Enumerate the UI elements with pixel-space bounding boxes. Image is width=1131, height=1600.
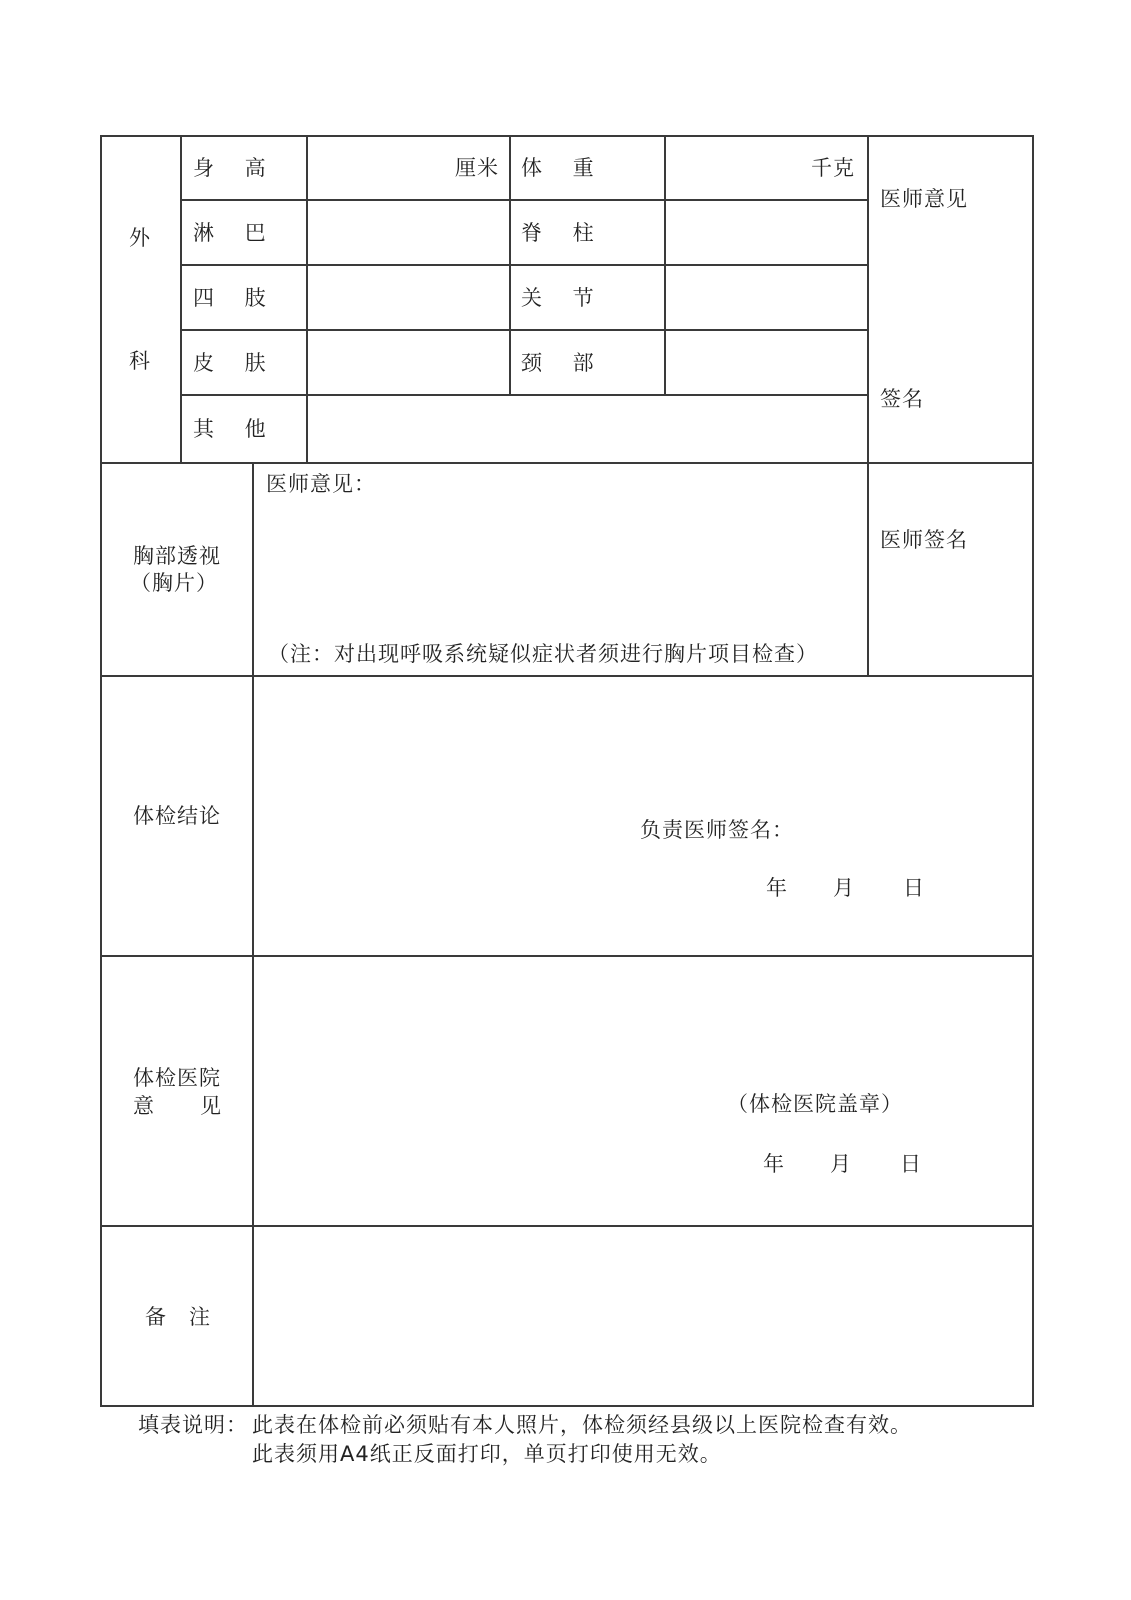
conclusion-label: 体检结论 <box>133 804 221 828</box>
conclusion-day: 日 <box>903 876 925 900</box>
lymph-label: 淋 巴 <box>193 221 278 245</box>
surgery-label-bottom: 科 <box>129 349 151 373</box>
hospital-opinion-field[interactable] <box>260 965 1020 1075</box>
hospital-label-line2-b: 见 <box>200 1094 222 1118</box>
chest-opinion-label: 医师意见： <box>266 472 376 496</box>
conclusion-field[interactable] <box>260 685 1020 805</box>
instructions-line2: 此表须用A4纸正反面打印，单页打印使用无效。 <box>252 1442 722 1466</box>
skin-field[interactable] <box>308 331 507 393</box>
hospital-stamp-label: （体检医院盖章） <box>727 1092 903 1116</box>
remarks-field[interactable] <box>260 1235 1020 1395</box>
remarks-label-b: 注 <box>189 1305 211 1329</box>
remarks-label-a: 备 <box>145 1305 167 1329</box>
surgery-label-top: 外 <box>129 226 151 250</box>
neck-label: 颈 部 <box>521 351 606 375</box>
spine-field[interactable] <box>666 201 865 263</box>
instructions-prefix: 填表说明： <box>138 1413 248 1437</box>
other-field[interactable] <box>308 396 865 461</box>
limbs-field[interactable] <box>308 266 507 328</box>
surgery-doctor-opinion: 医师意见 <box>880 187 968 211</box>
limbs-label: 四 肢 <box>193 286 278 310</box>
hospital-year: 年 <box>763 1152 785 1176</box>
hospital-month: 月 <box>830 1152 852 1176</box>
instructions-line1: 此表在体检前必须贴有本人照片，体检须经县级以上医院检查有效。 <box>252 1413 912 1437</box>
conclusion-signature-label: 负责医师签名： <box>640 818 794 842</box>
other-label: 其 他 <box>193 417 278 441</box>
skin-label: 皮 肤 <box>193 351 278 375</box>
weight-label: 体 重 <box>521 156 606 180</box>
lymph-field[interactable] <box>308 201 507 263</box>
chest-doctor-signature: 医师签名 <box>880 528 968 552</box>
weight-unit: 千克 <box>811 156 855 180</box>
conclusion-month: 月 <box>833 876 855 900</box>
chest-label-line2: （胸片） <box>130 571 218 595</box>
hospital-label-line1: 体检医院 <box>133 1066 221 1090</box>
joints-label: 关 节 <box>521 286 606 310</box>
height-label: 身 高 <box>193 156 278 180</box>
hospital-day: 日 <box>900 1152 922 1176</box>
conclusion-year: 年 <box>766 876 788 900</box>
hospital-label-line2-a: 意 <box>133 1094 155 1118</box>
surgery-signature-label: 签名 <box>880 387 924 411</box>
joints-field[interactable] <box>666 266 865 328</box>
chest-label-line1: 胸部透视 <box>133 544 221 568</box>
height-unit: 厘米 <box>455 156 499 180</box>
neck-field[interactable] <box>666 331 865 393</box>
surgery-opinion-field[interactable] <box>869 220 1030 370</box>
chest-note: （注：对出现呼吸系统疑似症状者须进行胸片项目检查） <box>268 642 818 666</box>
chest-opinion-field[interactable] <box>260 500 860 630</box>
spine-label: 脊 柱 <box>521 221 606 245</box>
